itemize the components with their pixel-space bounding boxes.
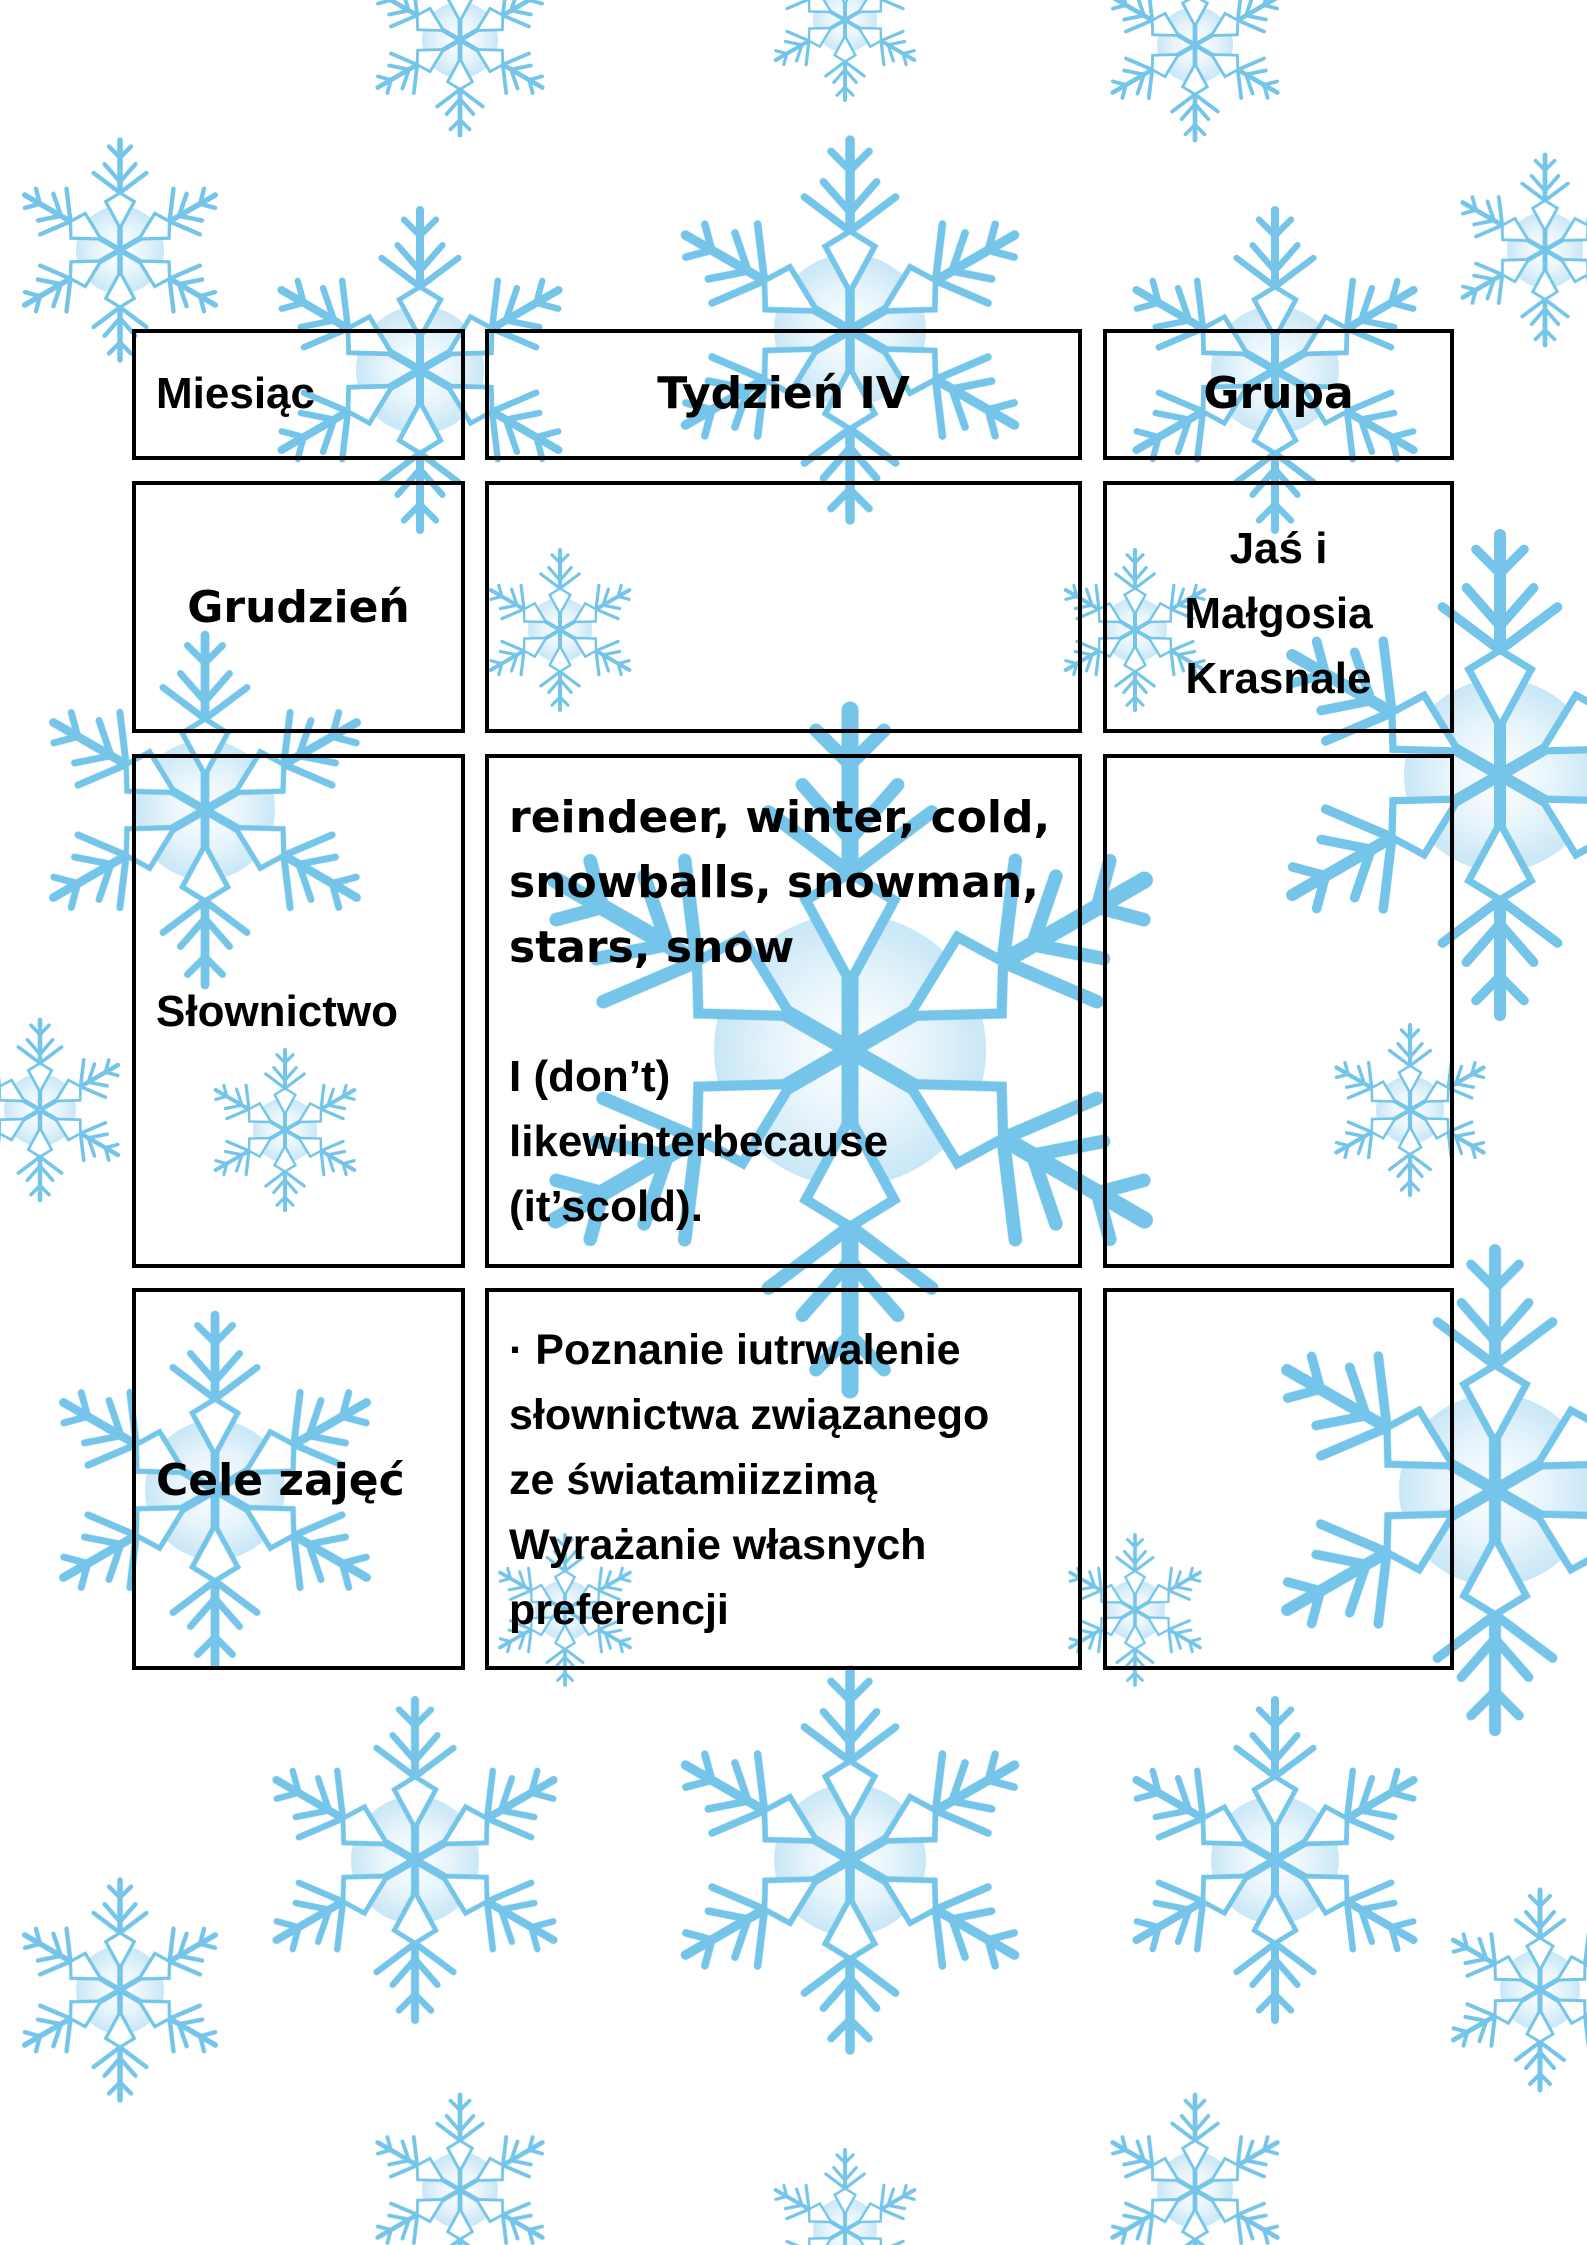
vocabulary-label: Słownictwo	[156, 987, 398, 1036]
goals-line: preferencji	[509, 1586, 729, 1634]
vocabulary-phrase-line: likewinterbecause	[509, 1117, 889, 1166]
header-week-label: Tydzień IV	[657, 368, 910, 419]
vocabulary-words	[509, 785, 1050, 980]
goals-label: Cele zajęć	[156, 1455, 405, 1506]
group-value-line: Jaś i	[1229, 524, 1328, 573]
vocabulary-word-line: reindeer, winter, cold,	[509, 792, 1051, 843]
vocabulary-word-line: stars, snow	[509, 922, 795, 973]
week-value-cell	[485, 481, 1082, 733]
group-value-list	[1103, 516, 1454, 711]
vocabulary-phrase-line: (it’scold).	[509, 1182, 703, 1231]
group-value-line: Krasnale	[1185, 654, 1372, 703]
vocabulary-empty-cell	[1103, 754, 1454, 1268]
goals-line: Wyrażanie własnych	[509, 1521, 927, 1569]
vocabulary-word-line: snowballs, snowman,	[509, 857, 1039, 908]
group-value-line: Małgosia	[1184, 589, 1373, 638]
vocabulary-phrase-line: I (don’t)	[509, 1052, 671, 1101]
goals-line: słownictwa związanego	[509, 1391, 990, 1439]
goals-line: ze światamiizzimą	[509, 1456, 878, 1504]
goals-list	[509, 1318, 989, 1643]
goals-line: · Poznanie iutrwalenie	[509, 1326, 961, 1374]
header-month-label: Miesiąc	[156, 369, 315, 418]
vocabulary-phrase	[509, 1044, 888, 1239]
month-value: Grudzień	[187, 582, 410, 633]
header-group-label: Grupa	[1203, 368, 1354, 419]
goals-empty-cell	[1103, 1288, 1454, 1670]
